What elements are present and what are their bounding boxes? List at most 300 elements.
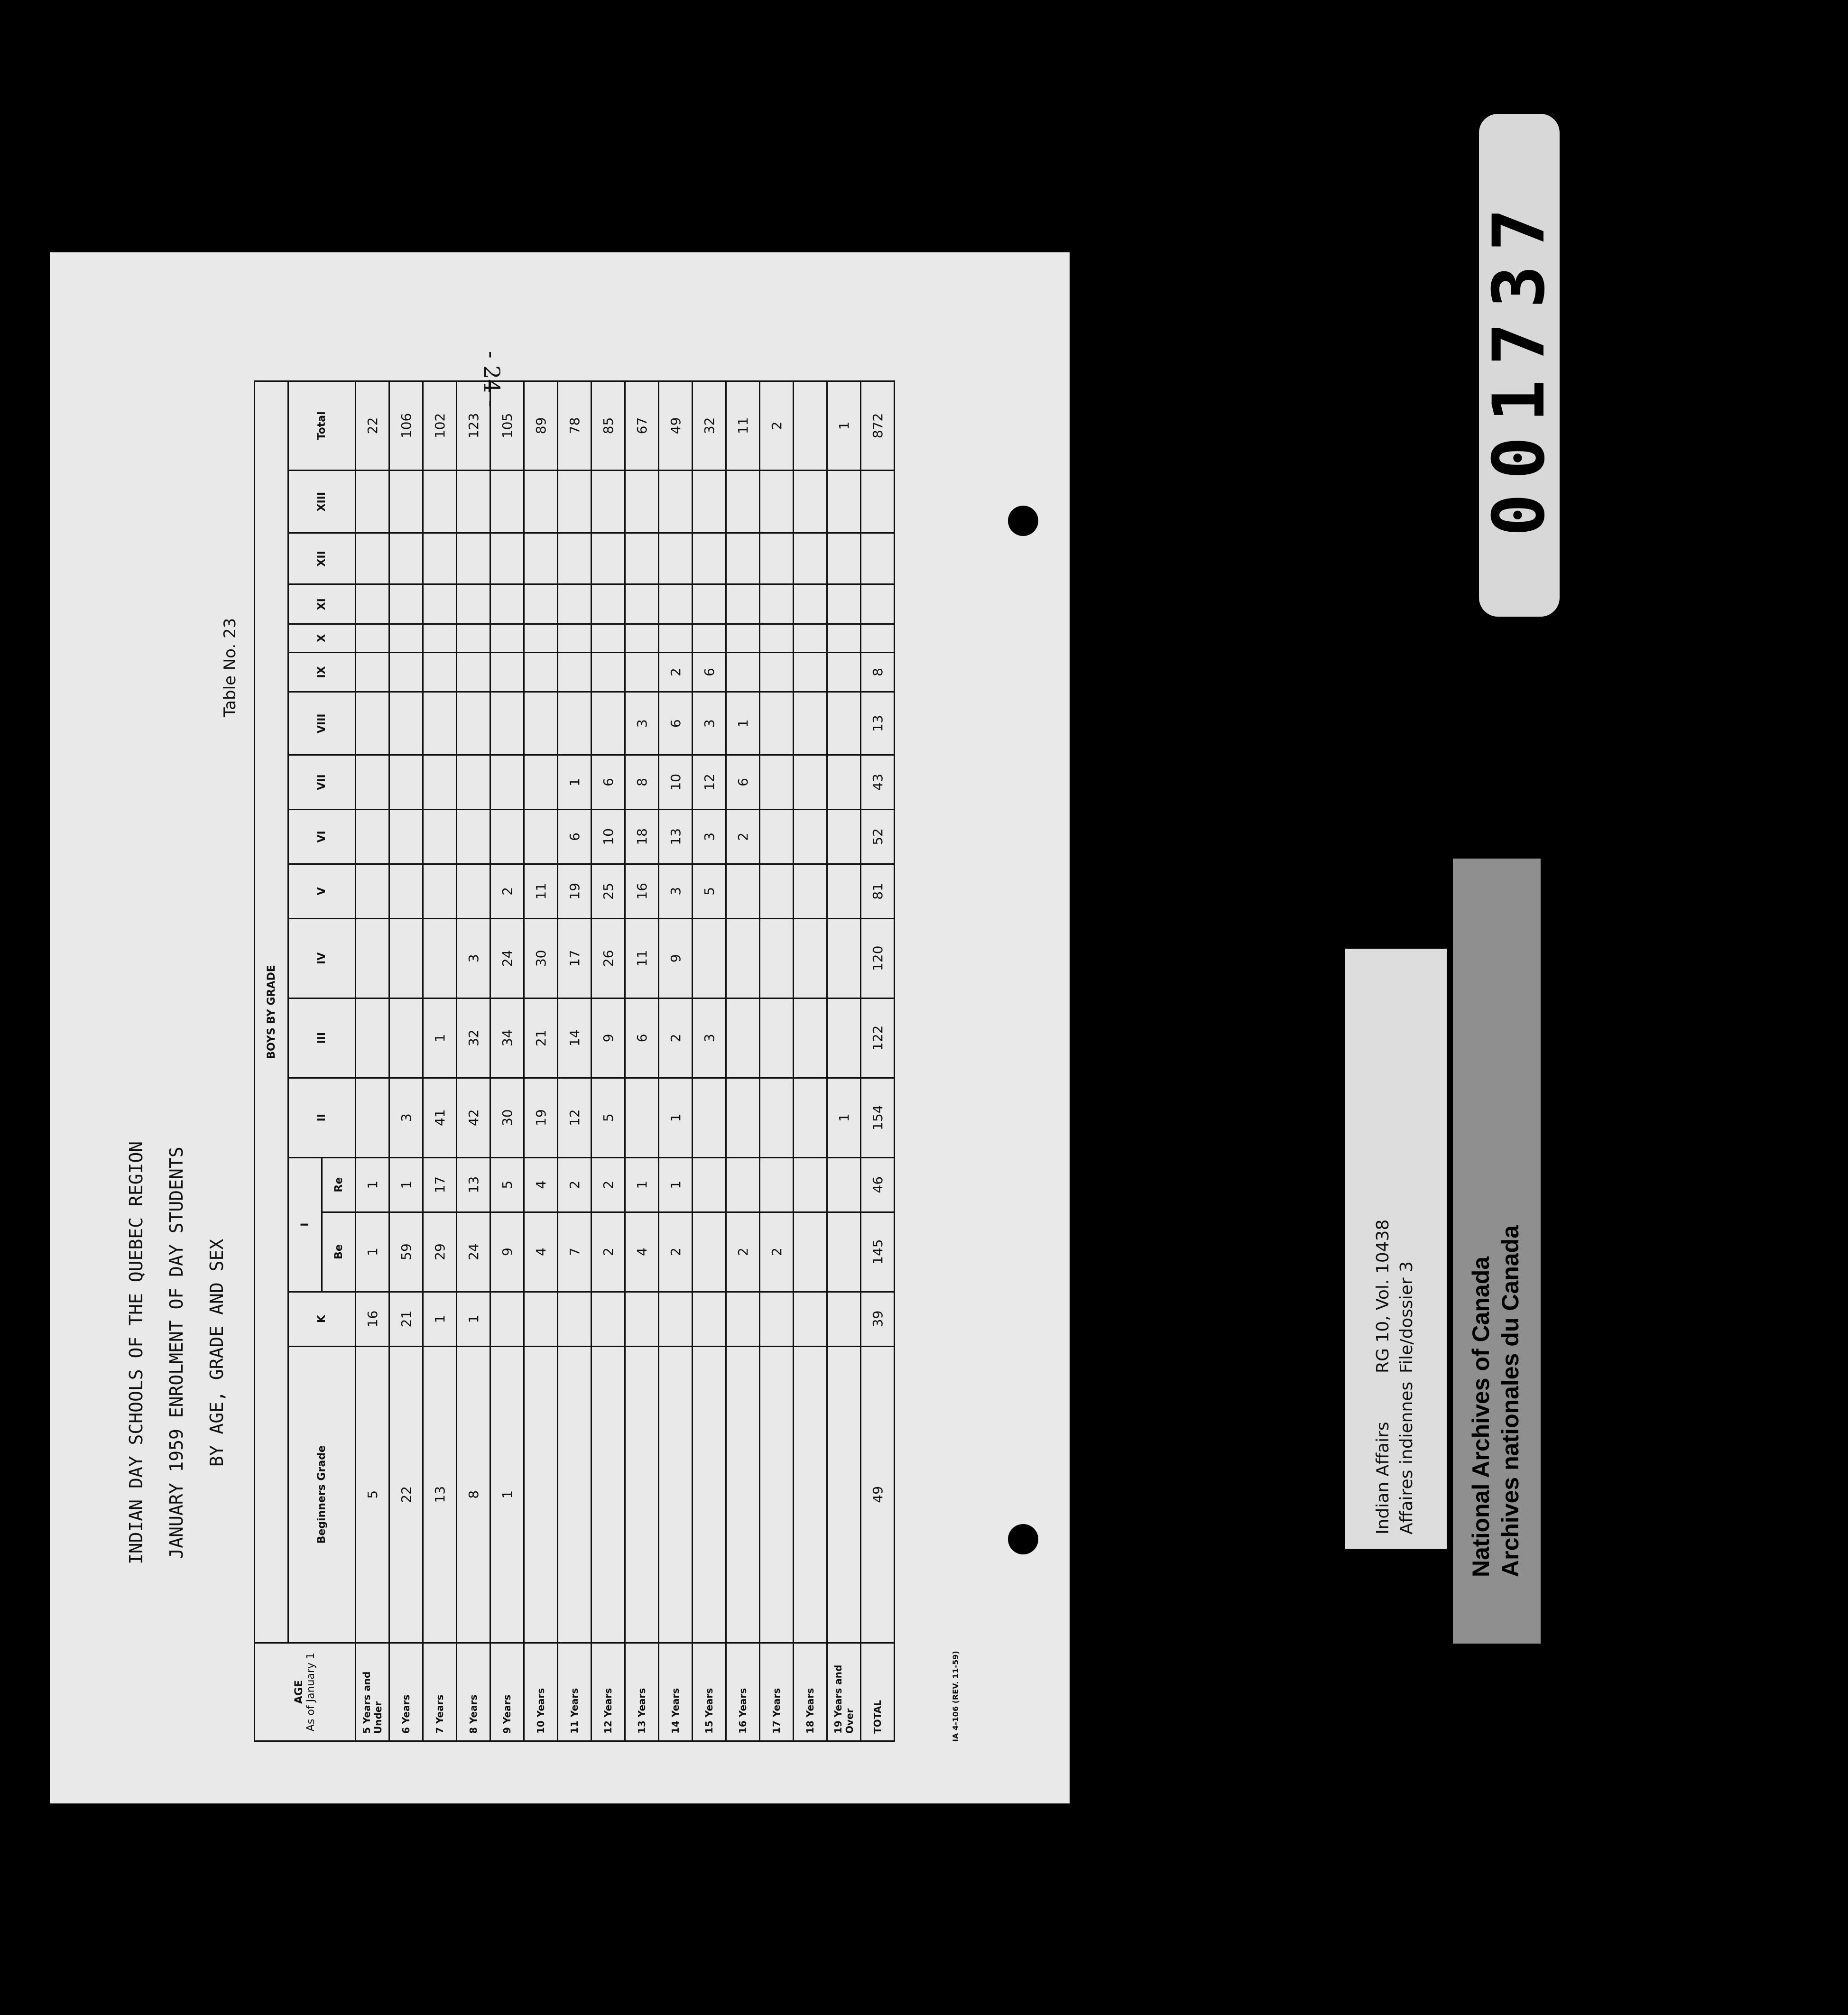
grade-header: V (288, 864, 356, 918)
grade-header: VI (288, 809, 356, 864)
table-cell (591, 584, 625, 624)
table-cell (625, 1346, 659, 1643)
table-cell: 19 (558, 864, 591, 918)
beginners-header: Beginners Grade (288, 1346, 356, 1643)
table-cell: 32 (693, 381, 726, 471)
table-cell: 1 (726, 692, 760, 755)
table-cell: 106 (389, 381, 423, 471)
grade-header: X (288, 624, 356, 652)
table-cell: 4 (524, 1157, 558, 1212)
table-cell (625, 533, 659, 584)
grade-1-header: I (288, 1157, 322, 1292)
table-cell (794, 381, 827, 471)
table-cell: 1 (423, 998, 457, 1078)
table-cell (457, 470, 490, 533)
table-cell: 1 (356, 1157, 389, 1212)
table-cell: 16 (625, 864, 659, 918)
table-cell (726, 918, 760, 998)
table-cell (356, 755, 389, 810)
table-cell (457, 652, 490, 692)
table-cell: 49 (861, 1346, 895, 1643)
table-cell (389, 652, 423, 692)
table-cell: 9 (591, 998, 625, 1078)
table-cell (356, 584, 389, 624)
table-cell (794, 652, 827, 692)
table-cell (726, 1292, 760, 1346)
table-cell (760, 470, 794, 533)
table-cell (591, 470, 625, 533)
archive-reference-text (1345, 949, 1447, 1549)
table-cell: 3 (389, 1078, 423, 1157)
table-cell (457, 755, 490, 810)
table-cell (693, 533, 726, 584)
age-cell: 15 Years (693, 1643, 726, 1741)
table-cell (591, 533, 625, 584)
table-cell (827, 864, 861, 918)
age-cell: 13 Years (625, 1643, 659, 1741)
table-cell (794, 755, 827, 810)
age-cell: 14 Years (659, 1643, 693, 1741)
table-cell: 3 (693, 692, 726, 755)
table-cell: 2 (591, 1157, 625, 1212)
re-header: Re (322, 1157, 356, 1212)
table-cell: 41 (423, 1078, 457, 1157)
table-cell (693, 470, 726, 533)
table-cell (794, 998, 827, 1078)
table-cell: 13 (659, 809, 693, 864)
table-cell: 1 (558, 755, 591, 810)
total-header: Total (288, 381, 356, 471)
table-cell (760, 1346, 794, 1643)
table-cell (659, 1292, 693, 1346)
table-cell (423, 533, 457, 584)
table-cell (558, 1292, 591, 1346)
table-cell (861, 470, 895, 533)
table-cell (423, 864, 457, 918)
table-cell (827, 998, 861, 1078)
table-cell (558, 584, 591, 624)
table-cell: 5 (591, 1078, 625, 1157)
table-cell (625, 1292, 659, 1346)
table-cell (457, 809, 490, 864)
table-cell (794, 1346, 827, 1643)
table-row (794, 381, 827, 1741)
table-row (423, 381, 457, 1741)
table-cell: 2 (659, 652, 693, 692)
table-cell: 11 (625, 918, 659, 998)
table-cell: 2 (659, 998, 693, 1078)
table-cell: 4 (625, 1212, 659, 1292)
table-cell: 8 (457, 1346, 490, 1643)
table-cell (356, 809, 389, 864)
table-cell: 1 (490, 1346, 524, 1643)
table-cell: 1 (389, 1157, 423, 1212)
title-line-2: JANUARY 1959 ENROLMENT OF DAY STUDENTS (166, 1146, 187, 1559)
age-cell: 12 Years (591, 1643, 625, 1741)
table-cell (827, 533, 861, 584)
table-cell: 6 (693, 652, 726, 692)
table-cell (490, 692, 524, 755)
grade-header: XII (288, 533, 356, 584)
table-cell (524, 652, 558, 692)
age-header (255, 1643, 356, 1741)
table-cell (760, 755, 794, 810)
table-cell: 25 (591, 864, 625, 918)
table-cell: 10 (591, 809, 625, 864)
table-cell (524, 624, 558, 652)
table-cell (760, 1157, 794, 1212)
table-cell: 2 (558, 1157, 591, 1212)
table-cell: 30 (524, 918, 558, 998)
table-cell: 2 (726, 1212, 760, 1292)
table-cell (524, 584, 558, 624)
table-cell: 7 (558, 1212, 591, 1292)
table-cell: 3 (693, 998, 726, 1078)
table-cell: 39 (861, 1292, 895, 1346)
table-cell: 6 (726, 755, 760, 810)
table-cell (827, 809, 861, 864)
age-cell: 10 Years (524, 1643, 558, 1741)
table-body (356, 381, 895, 1741)
table-cell (490, 1292, 524, 1346)
table-cell (659, 470, 693, 533)
dept-fr: Affaires indiennes (1397, 1381, 1416, 1534)
table-cell (524, 470, 558, 533)
table-cell (423, 692, 457, 755)
table-cell (726, 1346, 760, 1643)
table-cell: 2 (760, 1212, 794, 1292)
table-cell: 1 (356, 1212, 389, 1292)
table-cell (591, 692, 625, 755)
table-cell (524, 755, 558, 810)
table-cell: 29 (423, 1212, 457, 1292)
table-cell: 13 (457, 1157, 490, 1212)
table-cell: 24 (490, 918, 524, 998)
enrolment-table (254, 380, 895, 1742)
table-cell: 3 (693, 809, 726, 864)
table-cell (356, 692, 389, 755)
frame-counter-digits: 001737 (1478, 194, 1561, 536)
grade-header: III (288, 998, 356, 1078)
archive-name-fr: Archives nationales du Canada (1497, 1225, 1524, 1577)
table-cell (389, 864, 423, 918)
table-cell (423, 918, 457, 998)
table-cell (558, 624, 591, 652)
grade-header: XIII (288, 470, 356, 533)
table-cell (760, 692, 794, 755)
table-cell (490, 652, 524, 692)
table-cell (490, 809, 524, 864)
table-cell (524, 1292, 558, 1346)
table-cell (490, 624, 524, 652)
table-cell (760, 1078, 794, 1157)
table-cell: 43 (861, 755, 895, 810)
table-cell (389, 755, 423, 810)
age-cell: 16 Years (726, 1643, 760, 1741)
table-cell (457, 533, 490, 584)
table-cell (827, 918, 861, 998)
table-cell: 9 (659, 918, 693, 998)
table-cell (693, 1346, 726, 1643)
table-cell: 5 (693, 864, 726, 918)
table-cell (625, 470, 659, 533)
table-cell: 2 (490, 864, 524, 918)
table-cell: 30 (490, 1078, 524, 1157)
table-cell: 3 (659, 864, 693, 918)
table-cell (726, 624, 760, 652)
table-cell: 19 (524, 1078, 558, 1157)
table-cell (861, 584, 895, 624)
table-cell (490, 470, 524, 533)
table-cell (524, 1346, 558, 1643)
table-cell: 1 (423, 1292, 457, 1346)
table-cell: 52 (861, 809, 895, 864)
table-cell: 89 (524, 381, 558, 471)
table-cell (625, 652, 659, 692)
table-cell (827, 470, 861, 533)
table-cell (423, 624, 457, 652)
table-cell (794, 533, 827, 584)
table-row (524, 381, 558, 1741)
table-cell: 2 (591, 1212, 625, 1292)
table-cell (693, 1078, 726, 1157)
table-cell (827, 1157, 861, 1212)
table-cell (726, 1078, 760, 1157)
table-cell (794, 918, 827, 998)
table-cell (356, 652, 389, 692)
table-cell (861, 533, 895, 584)
table-cell (591, 624, 625, 652)
table-cell (490, 533, 524, 584)
table-cell: 49 (659, 381, 693, 471)
table-cell (726, 864, 760, 918)
table-cell (490, 584, 524, 624)
table-cell (625, 1078, 659, 1157)
table-cell: 81 (861, 864, 895, 918)
table-cell (827, 692, 861, 755)
table-cell (827, 1212, 861, 1292)
table-cell: 26 (591, 918, 625, 998)
table-cell: 5 (356, 1346, 389, 1643)
table-cell (794, 624, 827, 652)
table-number: Table No. 23 (221, 618, 240, 717)
age-cell: 5 Years and Under (356, 1643, 389, 1741)
archive-name-label (1453, 859, 1541, 1644)
table-cell: 11 (524, 864, 558, 918)
table-cell: 8 (861, 652, 895, 692)
file-ref: File/dossier 3 (1397, 1261, 1416, 1373)
grade-header: II (288, 1078, 356, 1157)
table-cell (760, 1292, 794, 1346)
table-cell: 3 (625, 692, 659, 755)
table-cell (625, 624, 659, 652)
table-cell (726, 584, 760, 624)
table-cell: 1 (827, 381, 861, 471)
table-cell (760, 624, 794, 652)
table-cell (726, 470, 760, 533)
table-cell: 21 (524, 998, 558, 1078)
table-cell: 10 (659, 755, 693, 810)
table-cell (524, 692, 558, 755)
table-cell: 14 (558, 998, 591, 1078)
table-cell (827, 1346, 861, 1643)
table-cell: 18 (625, 809, 659, 864)
table-cell (591, 1292, 625, 1346)
table-cell: 105 (490, 381, 524, 471)
table-cell (726, 998, 760, 1078)
frame-counter (1479, 114, 1560, 617)
table-cell (356, 864, 389, 918)
table-cell: 17 (423, 1157, 457, 1212)
table-cell (693, 1292, 726, 1346)
table-cell (389, 692, 423, 755)
title-line-1: INDIAN DAY SCHOOLS OF THE QUEBEC REGION (126, 1141, 147, 1565)
table-cell: 21 (389, 1292, 423, 1346)
table-cell (457, 584, 490, 624)
table-cell: 16 (356, 1292, 389, 1346)
table-cell (693, 918, 726, 998)
table-cell: 12 (558, 1078, 591, 1157)
table-cell (861, 624, 895, 652)
table-cell (726, 1157, 760, 1212)
table-cell: 122 (861, 998, 895, 1078)
table-cell: 5 (490, 1157, 524, 1212)
table-cell (659, 584, 693, 624)
age-cell: 8 Years (457, 1643, 490, 1741)
table-cell (693, 1212, 726, 1292)
table-cell (558, 533, 591, 584)
table-cell (389, 470, 423, 533)
table-cell (423, 584, 457, 624)
table-cell (794, 1078, 827, 1157)
dept-en: Indian Affairs (1373, 1422, 1393, 1534)
table-cell (659, 1346, 693, 1643)
table-cell (490, 755, 524, 810)
table-cell (760, 652, 794, 692)
table-cell (794, 584, 827, 624)
table-row (356, 381, 389, 1741)
table-cell (760, 533, 794, 584)
table-cell: 1 (625, 1157, 659, 1212)
table-row (558, 381, 591, 1741)
table-cell (389, 998, 423, 1078)
table-cell (457, 624, 490, 652)
table-cell (558, 470, 591, 533)
table-cell: 42 (457, 1078, 490, 1157)
age-cell: 17 Years (760, 1643, 794, 1741)
table-cell: 1 (659, 1157, 693, 1212)
table-cell (827, 755, 861, 810)
table-cell: 78 (558, 381, 591, 471)
table-cell: 6 (625, 998, 659, 1078)
table-row (659, 381, 693, 1741)
age-cell: 6 Years (389, 1643, 423, 1741)
age-header-label: AGE (293, 1680, 305, 1704)
table-cell: 6 (558, 809, 591, 864)
table-cell (457, 864, 490, 918)
table-cell (659, 533, 693, 584)
table-cell (356, 533, 389, 584)
table-cell (356, 1078, 389, 1157)
table-cell (726, 652, 760, 692)
table-cell (591, 652, 625, 692)
table-cell: 67 (625, 381, 659, 471)
table-cell (356, 470, 389, 533)
table-cell: 59 (389, 1212, 423, 1292)
age-cell: 9 Years (490, 1643, 524, 1741)
table-cell (693, 1157, 726, 1212)
table-cell (423, 470, 457, 533)
table-cell (524, 533, 558, 584)
age-cell: 11 Years (558, 1643, 591, 1741)
table-cell (693, 624, 726, 652)
table-cell (726, 533, 760, 584)
table-row (591, 381, 625, 1741)
grade-header: VII (288, 755, 356, 810)
table-cell (389, 584, 423, 624)
table-cell (558, 692, 591, 755)
total-label: TOTAL (861, 1643, 895, 1741)
table-cell (794, 1157, 827, 1212)
table-cell: 4 (524, 1212, 558, 1292)
table-cell (558, 1346, 591, 1643)
archive-name-en: National Archives of Canada (1468, 1256, 1494, 1577)
age-cell: 7 Years (423, 1643, 457, 1741)
group-header: BOYS BY GRADE (255, 381, 288, 1643)
table-cell (389, 809, 423, 864)
table-cell: 872 (861, 381, 895, 471)
table-cell (423, 652, 457, 692)
table-cell: 22 (389, 1346, 423, 1643)
table-cell: 17 (558, 918, 591, 998)
age-header-sub: As of January 1 (305, 1652, 317, 1732)
age-cell: 19 Years and Over (827, 1643, 861, 1741)
table-cell (794, 1212, 827, 1292)
table-cell: 6 (591, 755, 625, 810)
table-cell: 34 (490, 998, 524, 1078)
table-cell: 123 (457, 381, 490, 471)
table-cell: 154 (861, 1078, 895, 1157)
table-cell: 102 (423, 381, 457, 471)
table-cell (389, 918, 423, 998)
table-cell: 46 (861, 1157, 895, 1212)
table-cell: 2 (659, 1212, 693, 1292)
table-cell (827, 624, 861, 652)
table-cell: 3 (457, 918, 490, 998)
volume-ref: RG 10, Vol. 10438 (1373, 1219, 1393, 1373)
table-row (827, 381, 861, 1741)
table-cell (794, 809, 827, 864)
table-cell: 1 (457, 1292, 490, 1346)
table-cell (794, 470, 827, 533)
table-cell: 32 (457, 998, 490, 1078)
table-cell (659, 624, 693, 652)
table-cell (827, 652, 861, 692)
table-cell (423, 755, 457, 810)
table-cell: 85 (591, 381, 625, 471)
table-cell: 2 (760, 381, 794, 471)
table-cell: 9 (490, 1212, 524, 1292)
grade-header: IX (288, 652, 356, 692)
table-cell (693, 584, 726, 624)
table-cell (423, 809, 457, 864)
table-cell (356, 998, 389, 1078)
table-cell: 120 (861, 918, 895, 998)
table-row (726, 381, 760, 1741)
table-cell: 13 (423, 1346, 457, 1643)
k-header: K (288, 1292, 356, 1346)
table-row (490, 381, 524, 1741)
